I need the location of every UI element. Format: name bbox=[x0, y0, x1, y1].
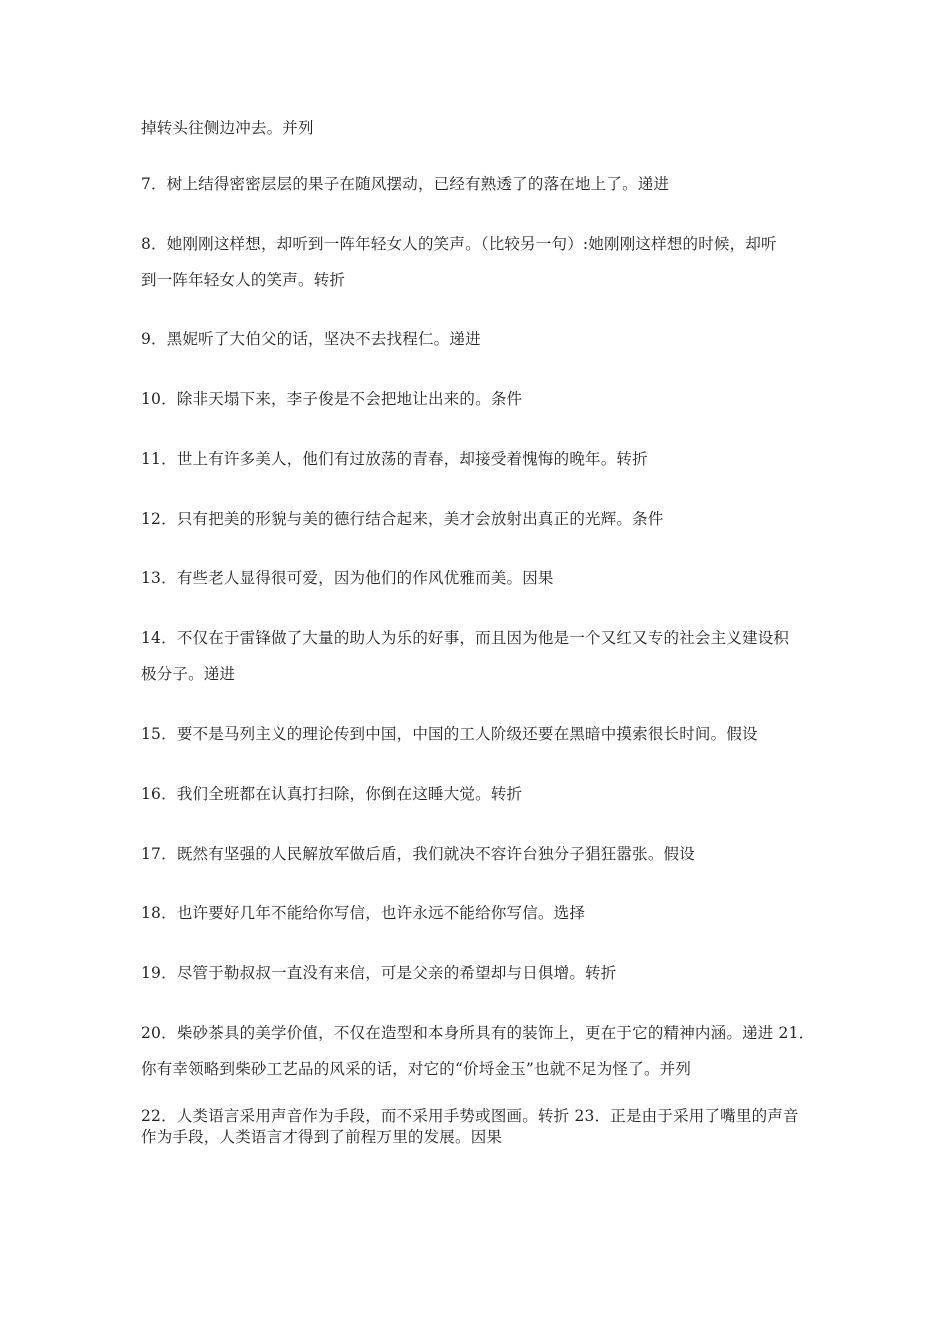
item-18: 18．也许要好几年不能给你写信，也许永远不能给你写信。选择 bbox=[141, 904, 586, 922]
item-12: 12．只有把美的形貌与美的德行结合起来，美才会放射出真正的光辉。条件 bbox=[141, 510, 664, 528]
item-20-line-2: 你有幸领略到柴砂工艺品的风采的话，对它的“价埒金玉”也就不足为怪了。并列 bbox=[141, 1060, 692, 1078]
item-22-line-2: 作为手段，人类语言才得到了前程万里的发展。因果 bbox=[141, 1128, 503, 1146]
item-8-line-2: 到一阵年轻女人的笑声。转折 bbox=[141, 271, 346, 289]
item-19: 19．尽管于勒叔叔一直没有来信，可是父亲的希望却与日俱增。转折 bbox=[141, 964, 617, 982]
item-17: 17．既然有坚强的人民解放军做后盾，我们就决不容许台独分子猖狂嚣张。假设 bbox=[141, 845, 695, 863]
item-10: 10．除非天塌下来，李子俊是不会把地让出来的。条件 bbox=[141, 390, 523, 408]
item-8-line-1: 8．她刚刚这样想，却听到一阵年轻女人的笑声。（比较另一句）:她刚刚这样想的时候，却听 bbox=[141, 235, 777, 253]
item-22-line-1: 22．人类语言采用声音作为手段，而不采用手势或图画。转折 23．正是由于采用了嘴里的声音 bbox=[141, 1107, 799, 1125]
item-20-line-1: 20．柴砂茶具的美学价值，不仅在造型和本身所具有的装饰上，更在于它的精神内涵。递进 21． bbox=[141, 1024, 815, 1042]
item-14-line-2: 极分子。递进 bbox=[141, 665, 236, 683]
item-9: 9．黑妮听了大伯父的话，坚决不去找程仁。递进 bbox=[141, 330, 481, 348]
item-15: 15．要不是马列主义的理论传到中国，中国的工人阶级还要在黑暗中摸索很长时间。假设 bbox=[141, 725, 758, 743]
item-16: 16．我们全班都在认真打扫除，你倒在这睡大觉。转折 bbox=[141, 785, 523, 803]
item-13: 13．有些老人显得很可爱，因为他们的作风优雅而美。因果 bbox=[141, 569, 554, 587]
item-11: 11．世上有许多美人，他们有过放荡的青春，却接受着愧悔的晚年。转折 bbox=[141, 450, 648, 468]
item-14-line-1: 14．不仅在于雷锋做了大量的助人为乐的好事，而且因为他是一个又红又专的社会主义建设积 bbox=[141, 629, 790, 647]
item-7: 7．树上结得密密层层的果子在随风摆动，已经有熟透了的落在地上了。递进 bbox=[141, 175, 670, 193]
text-line-1: 掉转头往侧边冲去。并列 bbox=[141, 119, 314, 137]
